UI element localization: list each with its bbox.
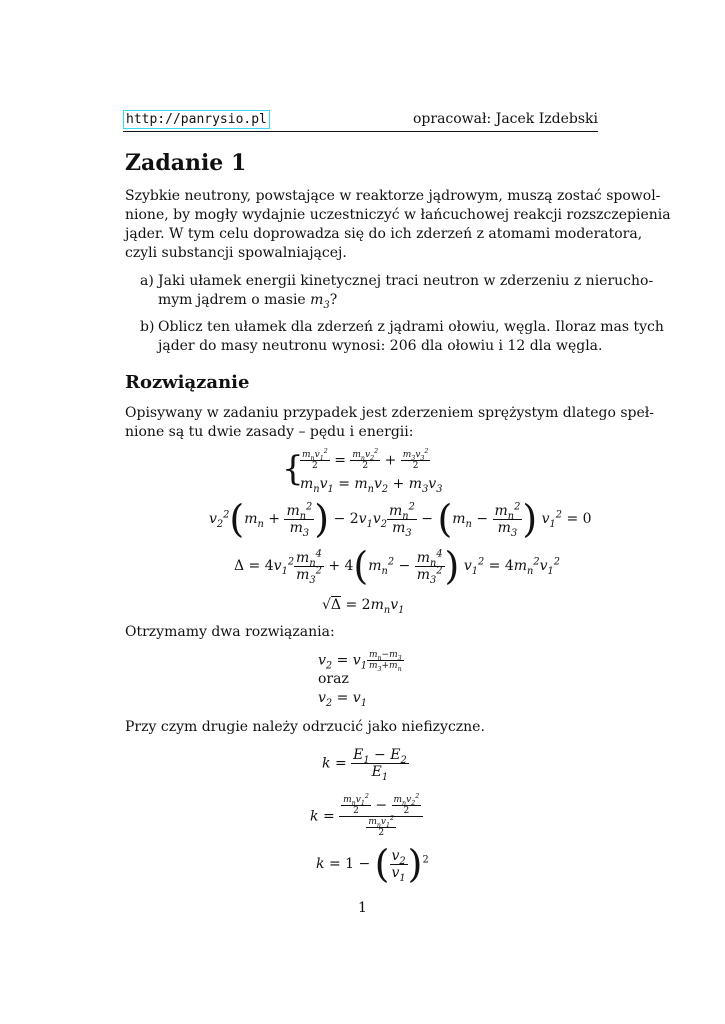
solution-line: nione są tu dwie zasady – pędu i energii: (125, 424, 414, 440)
task-label: b) (140, 319, 155, 335)
intro-paragraph (125, 187, 671, 263)
task-text: Oblicz ten ułamek dla zderzeń z jądrami ołowiu, węgla. Iloraz mas tych (158, 319, 664, 335)
solution-1: $v_2 = v_1$ $\frac{m_n-m_3}{m_3+m_n}$ (318, 650, 402, 673)
math-m3: $m_3$ (310, 292, 330, 311)
reject-text (125, 718, 600, 737)
solution-paragraph (125, 404, 655, 442)
equation-quadratic: $v_2^2(m_n$ + $\frac{m_n^2}{m_3}$ ) − $2v_1v_2$ $\frac{m_n^2}{m_3}$ − ($m_n$ − $\frac{m_n^2}{m_3}$ ) $v_1^2 = 0$ (209, 497, 592, 541)
equation-discriminant: $\Delta = 4v_1^2$ $\frac{m_n^4}{m_3^2}$ + $4(m_n^2$ − $\frac{m_n^4}{m_3^2}$ ) $v_1^2 = 4m_n^2v_1^2$ (234, 544, 560, 588)
paragraph-line: Otrzymamy dwa rozwiązania: (125, 624, 335, 640)
equation-k1: k = $\frac{E_1 - E_2}{E_1}$ (322, 747, 407, 783)
page-title: Zadanie 1 (125, 150, 247, 176)
intro-line: jąder. W tym celu doprowadza się do ich zderzeń z atomami moderatora, (125, 226, 643, 242)
header-link[interactable]: http://panrysio.pl (123, 110, 270, 129)
intro-line: nione, by mogły wydajnie uczestniczyć w łańcuchowej reakcji rozszczepienia (125, 207, 671, 223)
equation-sqrt-delta: $√\Delta = 2m_nv_1$ (322, 597, 405, 616)
solution-2: $v_2 = v_1$ (318, 690, 367, 709)
task-text: Jaki ułamek energii kinetycznej traci neutron w zderzeniu z nierucho- (158, 273, 654, 289)
intro-line: Szybkie neutrony, powstające w reaktorze jądrowym, muszą zostać spowol- (125, 188, 661, 204)
page-number: 1 (358, 900, 367, 916)
header-author: opracował: Jacek Izdebski (412, 111, 598, 127)
equation-k2: k = $m_nv_1^2$ 2 − $m_nv_2^2$ 2 $m_nv_1^2$ 2 (310, 795, 423, 838)
equation-k3: k = 1 − ( $\frac{v_2}{v_1}$ )$^2$ (316, 842, 429, 886)
page-header (123, 108, 598, 132)
solution-line: Opisywany w zadaniu przypadek jest zderzeniem sprężystym dlatego speł- (125, 405, 655, 421)
oraz-text: oraz (318, 671, 349, 687)
paragraph-line: Przy czym drugie należy odrzucić jako niefizyczne. (125, 719, 485, 735)
two-solutions-text (125, 623, 600, 642)
task-text: jąder do masy neutronu wynosi: 206 dla ołowiu i 12 dla węgla. (158, 338, 603, 354)
document-page: http://panrysio.pl opracował: Jacek Izdebski Zadanie 1 Szybkie neutrony, powstające w reaktorze jądrowym, muszą zostać spowol- nione, by mogły wydajnie uczestniczyć w łańcuchowej reakcji rozszczepienia jąder. W tym celu doprowadza się do ich zderzeń z atomami moderatora, czyli substancji spowalniającej. a) Jaki ułamek energii kinetycznej traci neutron w zderzeniu z nierucho- mym jądrem o masie $m_3$? b) Oblicz ten ułamek dla zderzeń z jądrami ołowiu, węgla. Iloraz mas tych jąder do masy neutronu wynosi: 206 dla ołowiu i 12 dla węgla. Rozwiązanie Opisywany w zadaniu przypadek jest zderzeniem sprężystym dlatego speł- nione są tu dwie zasady – pędu i energii: { $m_nv_1^2$ 2 = $m_nv_2^2$ 2 + $\frac{m_3v_3^2}{2}$ $m_nv_1 = m_nv_2 + m_3v_3$ $v_2^2(m_n$ + $\frac{m_n^2}{m_3}$ ) − $2v_1v_2$ $\frac{m_n^2}{m_3}$ − ($m_n$ − $\frac{m_n^2}{m_3}$ ) $v_1^2 = 0$ $\Delta = 4v_1^2$ $\frac{m_n^4}{m_3^2}$ + $4(m_n^2$ − $\frac{m_n^4}{m_3^2}$ ) $v_1^2 = 4m_n^2v_1^2$ $√\Delta = 2m_nv_1$ Otrzymamy dwa rozwiązania: $v_2 = v_1$ $\frac{m_n-m_3}{m_3+m_n}$ oraz $v_2 = v_1$ Przy czym drugie należy odrzucić jako niefizyczne. k = $\frac{E_1 - E_2}{E_1}$ k = $m_nv_1^2$ 2 − $m_nv_2^2$ 2 $m_nv_1^2$ 2 k = 1 − ( $\frac{v_2}{v_1}$ )$^2$ 1 (0, 0, 725, 1024)
task-label: a) (140, 273, 154, 289)
solution-heading: Rozwiązanie (125, 372, 250, 393)
header-rule (123, 131, 598, 132)
task-text: mym jądrem o masie (158, 292, 306, 308)
intro-line: czyli substancji spowalniającej. (125, 245, 347, 261)
